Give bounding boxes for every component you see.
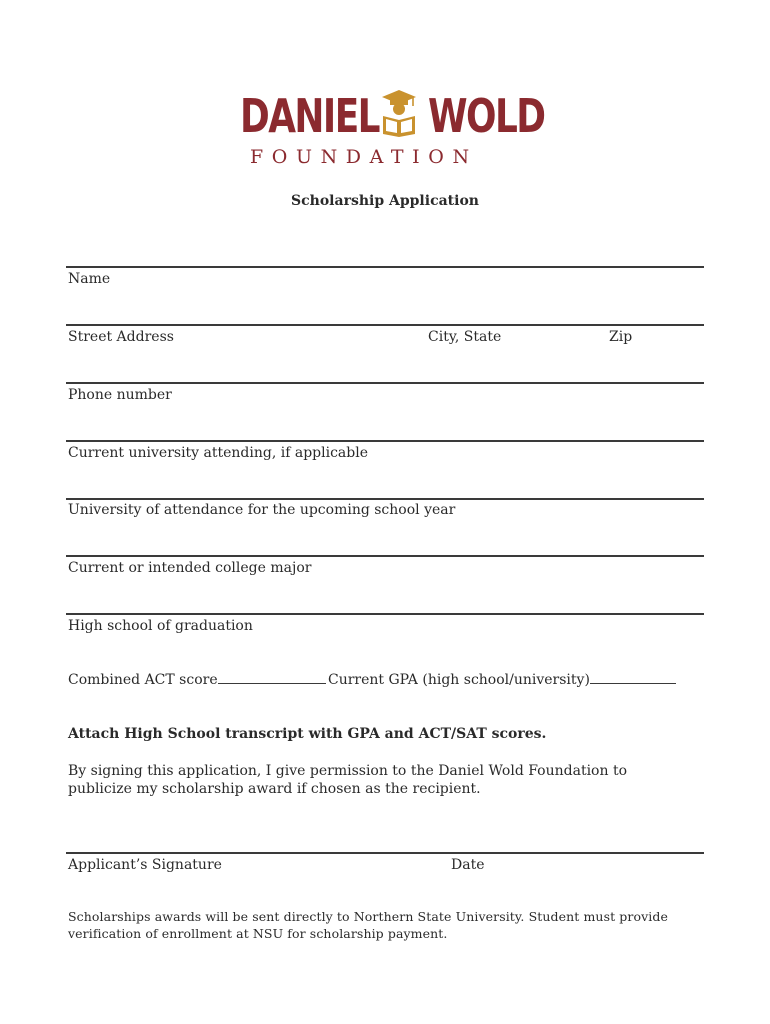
field-line-current-university[interactable] (66, 440, 704, 442)
gpa-field[interactable] (590, 673, 676, 684)
gpa-label: Current GPA (high school/university) (328, 672, 590, 688)
page-title: Scholarship Application (291, 193, 479, 209)
date-label: Date (451, 857, 485, 873)
act-score-field[interactable] (218, 673, 326, 684)
phone-label: Phone number (68, 387, 172, 403)
foundation-logo (238, 86, 545, 168)
field-line-upcoming-university[interactable] (66, 498, 704, 500)
street-address-label: Street Address (68, 329, 174, 345)
name-label: Name (68, 271, 111, 287)
act-score-label: Combined ACT score (68, 672, 218, 688)
permission-statement: By signing this application, I give permission to the Daniel Wold Foundation to publicize my scholarship award if chosen as the recipient. (68, 763, 628, 797)
signature-label: Applicant’s Signature (68, 857, 222, 873)
field-line-name[interactable] (66, 266, 704, 268)
logo-word-wold: WOLD (428, 89, 545, 143)
field-line-signature[interactable] (66, 852, 704, 854)
act-score-row (68, 671, 326, 689)
field-line-major[interactable] (66, 555, 704, 557)
zip-label: Zip (609, 329, 633, 345)
field-line-phone[interactable] (66, 382, 704, 384)
upcoming-university-label: University of attendance for the upcoming school year (68, 502, 456, 518)
major-label: Current or intended college major (68, 560, 312, 576)
current-university-label: Current university attending, if applicable (68, 445, 369, 461)
gpa-row (328, 671, 676, 689)
attach-transcript-note: Attach High School transcript with GPA and ACT/SAT scores. (68, 726, 547, 742)
field-line-high-school[interactable] (66, 613, 704, 615)
logo-word-daniel: DANIEL (240, 89, 379, 143)
logo-subtitle: FOUNDATION (250, 146, 478, 168)
field-line-address[interactable] (66, 324, 704, 326)
city-state-label: City, State (428, 329, 502, 345)
graduate-book-icon (380, 88, 418, 138)
footer-note: Scholarships awards will be sent directly to Northern State University. Student must provide verification of enrollment at NSU for scholarship payment. (68, 909, 668, 941)
high-school-label: High school of graduation (68, 618, 253, 634)
